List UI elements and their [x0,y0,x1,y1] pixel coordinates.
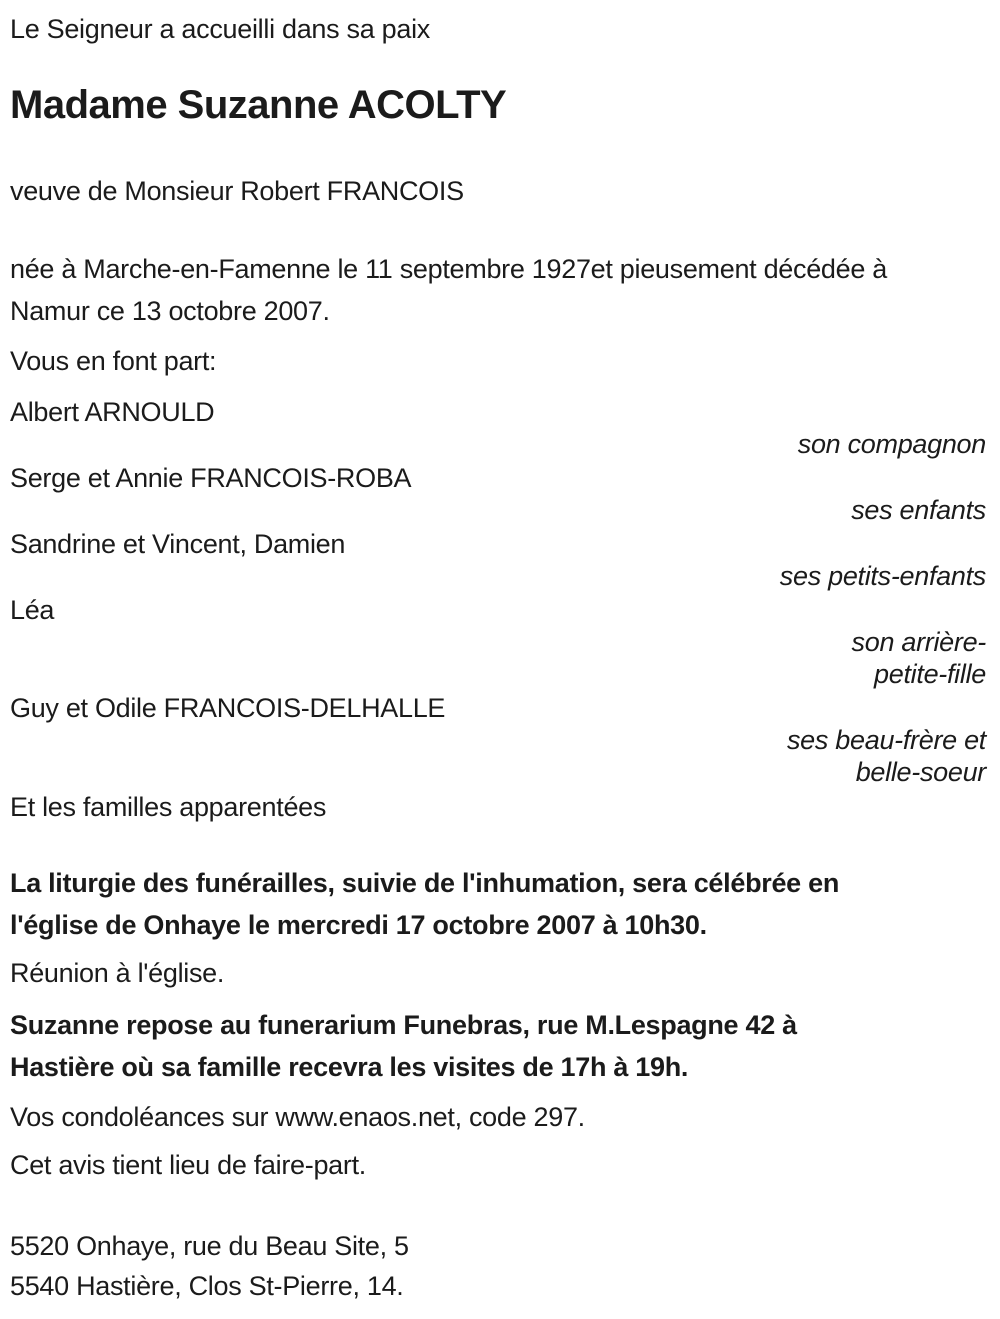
repose-paragraph [10,1004,986,1088]
funeral-line-1: La liturgie des funérailles, suivie de l'inhumation, sera célébrée en [10,868,840,898]
repose-line-1: Suzanne repose au funerarium Funebras, rue M.Lespagne 42 à [10,1010,797,1040]
address-block [10,1226,986,1306]
mourner-name: Albert ARNOULD [10,397,215,427]
mourner-relation: son compagnon [797,429,986,459]
intro-line: Le Seigneur a accueilli dans sa paix [10,14,430,44]
birth-death-paragraph [10,248,986,332]
announcement-intro-line: Vous en font part: [10,346,217,376]
mourner-entry [10,594,986,690]
repose-line-2: Hastière où sa famille recevra les visites de 17h à 19h. [10,1052,689,1082]
funeral-line-2: l'église de Onhaye le mercredi 17 octobre 2007 à 10h30. [10,910,707,940]
notice-line: Cet avis tient lieu de faire-part. [10,1150,366,1180]
mourner-entry [10,462,986,526]
mourner-entry [10,396,986,460]
deceased-name-title: Madame Suzanne ACOLTY [10,83,507,127]
mourner-entry [10,528,986,592]
mourner-relation: ses beau-frère et belle-soeur [786,725,986,787]
mourner-name: Léa [10,595,55,625]
meeting-line: Réunion à l'église. [10,958,225,988]
mourner-relation: ses enfants [851,495,986,525]
address-line-1: 5520 Onhaye, rue du Beau Site, 5 [10,1231,409,1261]
mourner-list [10,396,986,788]
mourner-relation: son arrière- petite-fille [851,627,986,689]
widow-line: veuve de Monsieur Robert FRANCOIS [10,176,464,206]
address-line-2: 5540 Hastière, Clos St-Pierre, 14. [10,1271,404,1301]
mourner-name: Guy et Odile FRANCOIS-DELHALLE [10,693,446,723]
condolences-line: Vos condoléances sur www.enaos.net, code 297. [10,1102,585,1132]
mourner-name: Sandrine et Vincent, Damien [10,529,346,559]
funeral-paragraph [10,862,986,946]
related-families-line: Et les familles apparentées [10,792,327,822]
birth-death-line-1: née à Marche-en-Famenne le 11 septembre 1927et pieusement décédée à [10,254,887,284]
mourner-entry [10,692,986,788]
birth-death-line-2: Namur ce 13 octobre 2007. [10,296,330,326]
mourner-name: Serge et Annie FRANCOIS-ROBA [10,463,412,493]
mourner-relation: ses petits-enfants [779,561,986,591]
